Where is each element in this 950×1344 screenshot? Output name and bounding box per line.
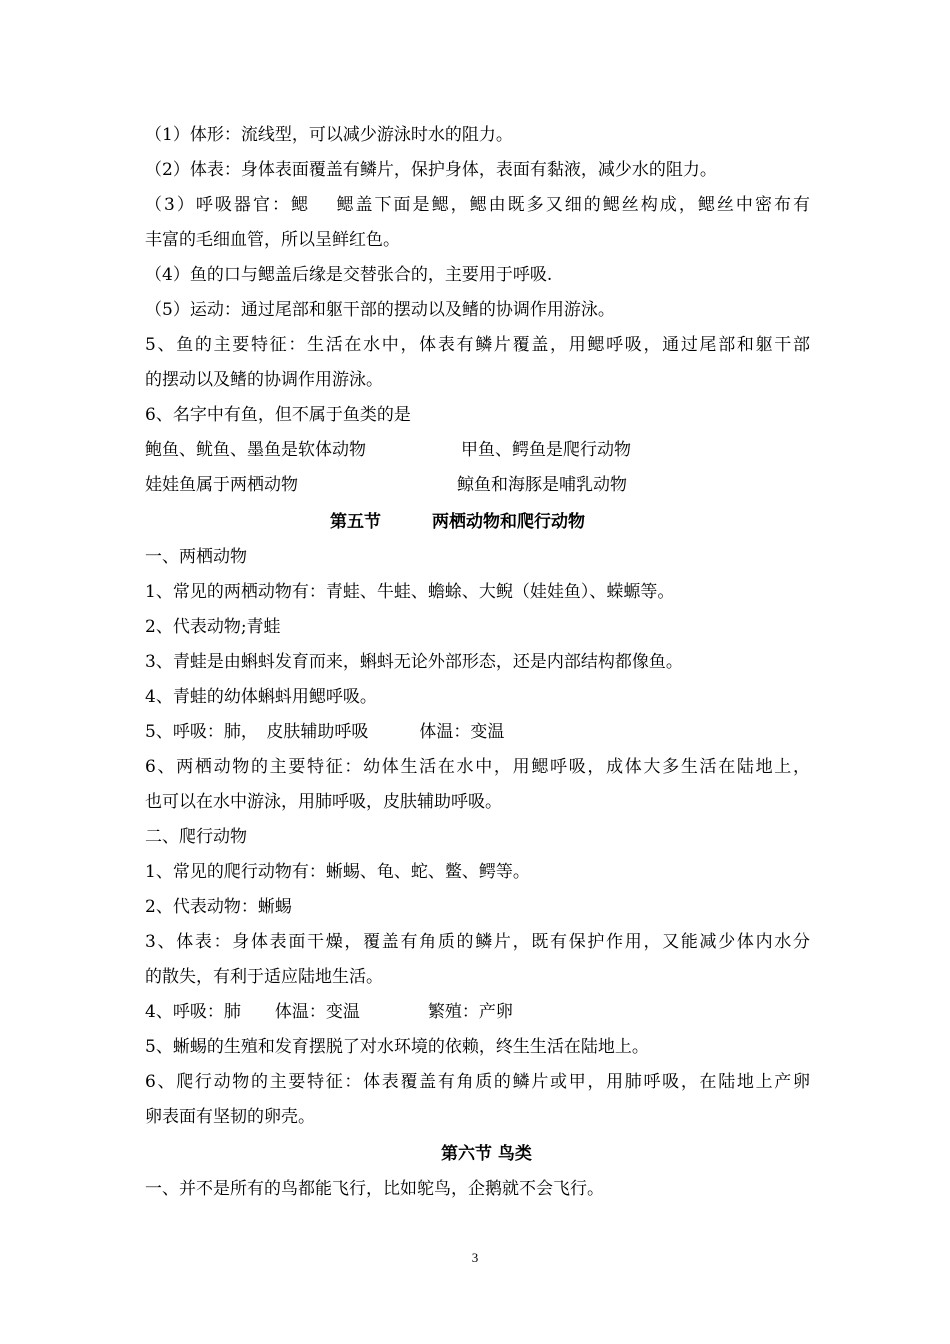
fish-features-text-line1: 5、鱼的主要特征：生活在水中，体表有鳞片覆盖，用鳃呼吸，通过尾部和躯干部 bbox=[145, 335, 810, 355]
amphibian-title: 一、两栖动物 bbox=[145, 547, 247, 567]
mammal-examples: 鲸鱼和海豚是哺乳动物 bbox=[457, 475, 627, 495]
reptile-item-2: 2、代表动物：蜥蜴 bbox=[145, 897, 292, 917]
amphibian-item-3: 3、青蛙是由蝌蚪发育而来，蝌蚪无论外部形态，还是内部结构都像鱼。 bbox=[145, 652, 683, 672]
mollusc-examples: 鲍鱼、鱿鱼、墨鱼是软体动物 bbox=[145, 440, 366, 460]
section5-heading: 第五节 两栖动物和爬行动物 bbox=[330, 512, 585, 532]
amphibian-item-1: 1、常见的两栖动物有：青蛙、牛蛙、蟾蜍、大鲵（娃娃鱼）、蝾螈等。 bbox=[145, 582, 675, 602]
fish-movement-text: （5）运动：通过尾部和躯干部的摆动以及鳍的协调作用游泳。 bbox=[145, 300, 615, 320]
amphibian-item-4: 4、青蛙的幼体蝌蚪用鳃呼吸。 bbox=[145, 687, 377, 707]
bird-item-1: 一、并不是所有的鸟都能飞行，比如鸵鸟，企鹅就不会飞行。 bbox=[145, 1179, 604, 1199]
fish-respiration-text-line1: （3）呼吸器官：鳃 鳃盖下面是鳃，鳃由既多又细的鳃丝构成，鳃丝中密布有 bbox=[145, 195, 810, 215]
amphibian-example: 娃娃鱼属于两栖动物 bbox=[145, 475, 298, 495]
reptile-examples: 甲鱼、鳄鱼是爬行动物 bbox=[461, 440, 631, 460]
reptile-item-6-line2: 卵表面有坚韧的卵壳。 bbox=[145, 1107, 315, 1127]
fish-body-shape-text: （1）体形：流线型，可以减少游泳时水的阻力。 bbox=[145, 125, 513, 145]
not-fish-row-1 bbox=[145, 439, 810, 461]
not-fish-intro-text: 6、名字中有鱼，但不属于鱼类的是 bbox=[145, 405, 411, 425]
section6-heading: 第六节 鸟类 bbox=[441, 1144, 532, 1164]
amphibian-item-2: 2、代表动物;青蛙 bbox=[145, 617, 281, 637]
reptile-item-5: 5、蜥蜴的生殖和发育摆脱了对水环境的依赖，终生生活在陆地上。 bbox=[145, 1037, 649, 1057]
reptile-title: 二、爬行动物 bbox=[145, 827, 247, 847]
amphibian-item-5: 5、呼吸：肺， 皮肤辅助呼吸 体温：变温 bbox=[145, 722, 505, 742]
reptile-item-4: 4、呼吸：肺 体温：变温 繁殖：产卵 bbox=[145, 1002, 513, 1022]
amphibian-item-6-line2: 也可以在水中游泳，用肺呼吸，皮肤辅助呼吸。 bbox=[145, 792, 502, 812]
fish-body-surface-text: （2）体表：身体表面覆盖有鳞片，保护身体，表面有黏液，减少水的阻力。 bbox=[145, 160, 717, 180]
amphibian-item-6-line1: 6、两栖动物的主要特征：幼体生活在水中，用鳃呼吸，成体大多生活在陆地上， bbox=[145, 757, 810, 777]
reptile-item-3-line1: 3、体表：身体表面干燥，覆盖有角质的鳞片，既有保护作用，又能减少体内水分 bbox=[145, 932, 810, 952]
fish-features-text-line2: 的摆动以及鳍的协调作用游泳。 bbox=[145, 370, 383, 390]
reptile-item-3-line2: 的散失，有利于适应陆地生活。 bbox=[145, 967, 383, 987]
page-number: 3 bbox=[471, 1250, 479, 1265]
reptile-item-6-line1: 6、爬行动物的主要特征：体表覆盖有角质的鳞片或甲，用肺呼吸，在陆地上产卵 bbox=[145, 1072, 810, 1092]
fish-respiration-text-line2: 丰富的毛细血管，所以呈鲜红色。 bbox=[145, 230, 400, 250]
reptile-item-1: 1、常见的爬行动物有：蜥蜴、龟、蛇、鳖、鳄等。 bbox=[145, 862, 530, 882]
fish-mouth-text: （4）鱼的口与鳃盖后缘是交替张合的，主要用于呼吸. bbox=[145, 265, 553, 285]
not-fish-row-2 bbox=[145, 474, 810, 496]
